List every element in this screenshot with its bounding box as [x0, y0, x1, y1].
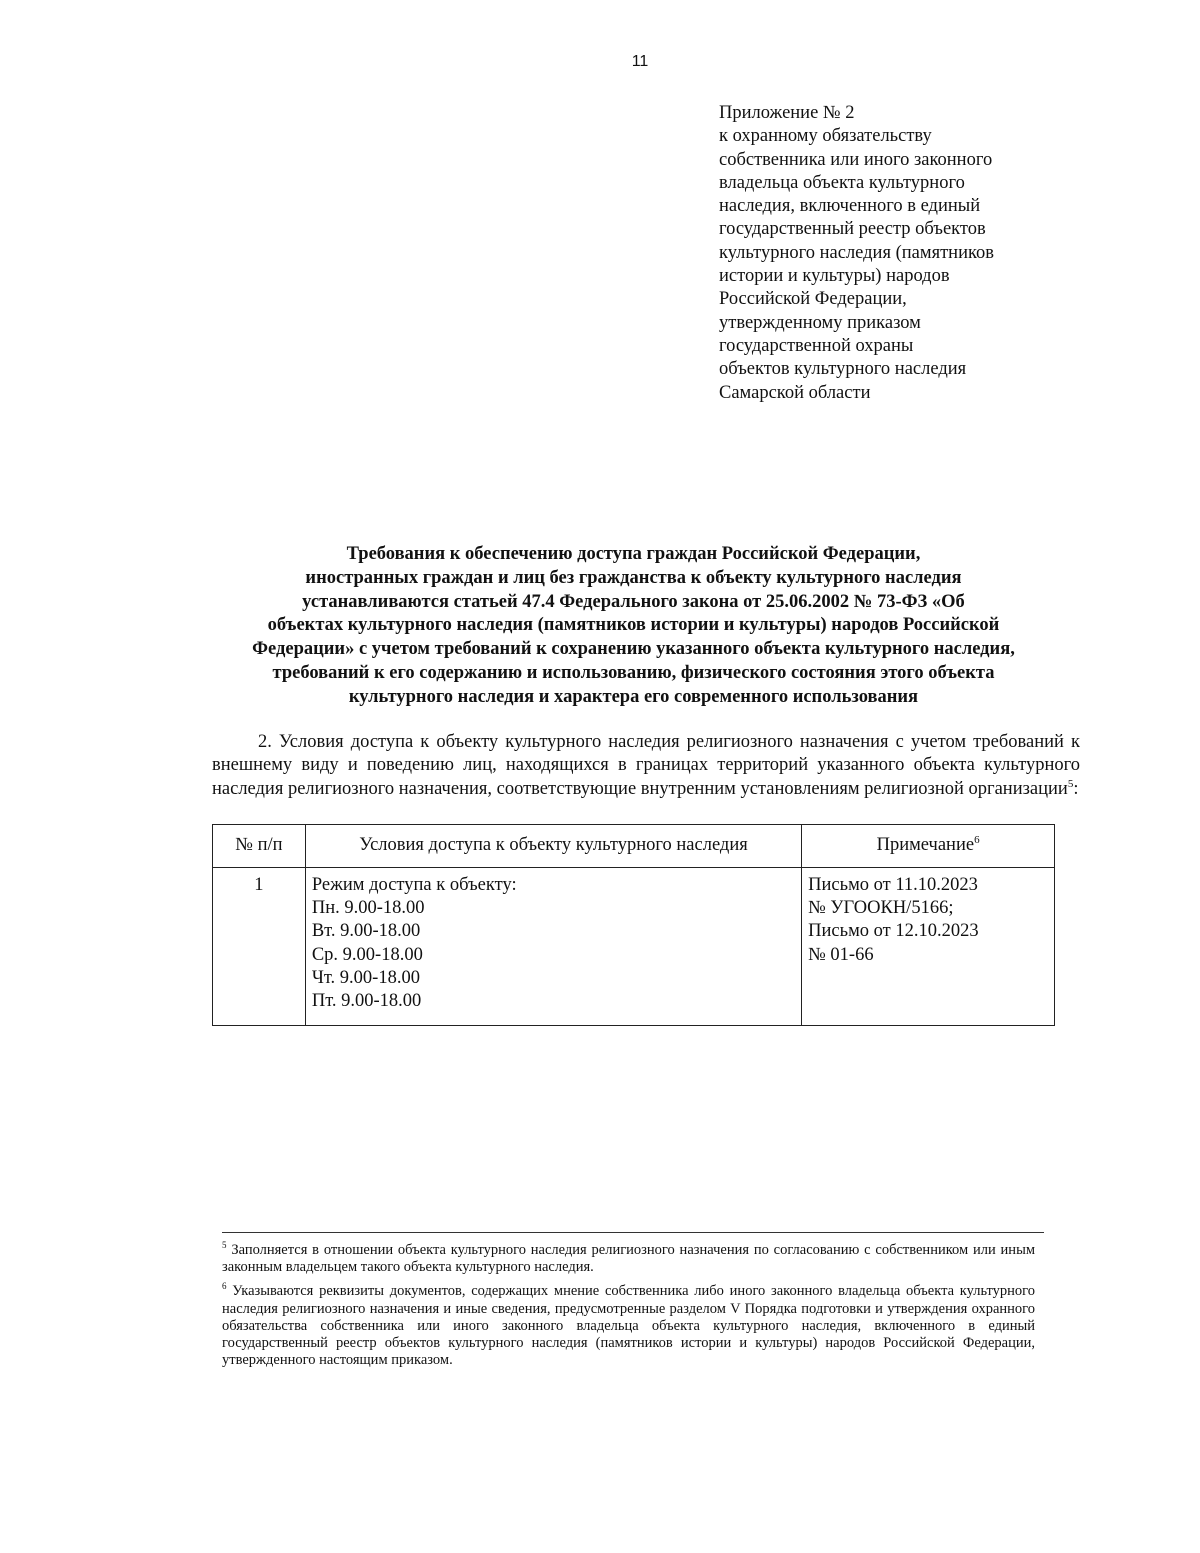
paragraph-end: :: [1073, 778, 1079, 799]
annex-line: культурного наследия (памятников: [719, 242, 994, 263]
title-line: иностранных граждан и лиц без гражданства к объекту культурного наследия: [305, 567, 962, 588]
footnote-6: [222, 1278, 1035, 1369]
condition-line: Пн. 9.00-18.00: [311, 898, 425, 919]
header-note-label: Примечание: [876, 835, 975, 856]
footnote-divider: [222, 1232, 1044, 1233]
header-conditions: Условия доступа к объекту культурного наследия: [305, 825, 801, 868]
footnote-ref-5: 5: [1067, 777, 1074, 790]
page-number: 11: [631, 53, 649, 70]
annex-line: собственника или иного законного: [719, 149, 993, 170]
title-line: устанавливаются статьей 47.4 Федерального закона от 25.06.2002 № 73-ФЗ «Об: [302, 591, 965, 612]
title-line: Требования к обеспечению доступа граждан Российской Федерации,: [346, 544, 921, 564]
footnote-ref-6: 6: [974, 834, 980, 847]
annex-line: истории и культуры) народов: [719, 266, 950, 287]
header-num: № п/п: [213, 825, 306, 868]
cell-conditions: [305, 868, 801, 1026]
cell-num: 1: [213, 868, 306, 1026]
footnote-mark: 5: [222, 1240, 227, 1250]
note-line: Письмо от 12.10.2023: [808, 921, 979, 942]
title-line: требований к его содержанию и использованию, физического состояния этого объекта: [272, 662, 995, 683]
paragraph-text: 2. Условия доступа к объекту культурного наследия религиозного назначения с учетом требований к внешнему виду и поведению лиц, находящихся в границах территорий указанного объекта культурного наследия религиозного назначения, соответствующие внутренним установлениям религиозной организации: [212, 732, 1080, 799]
condition-line: Пт. 9.00-18.00: [311, 991, 422, 1012]
annex-line: Российской Федерации,: [719, 289, 907, 310]
condition-line: Режим доступа к объекту:: [311, 875, 517, 895]
annex-header: [719, 102, 1049, 405]
cell-note: [802, 868, 1055, 1026]
document-title: [212, 543, 1055, 710]
note-line: № 01-66: [808, 944, 874, 965]
annex-line: объектов культурного наследия: [719, 359, 967, 380]
annex-line: государственный реестр объектов: [719, 219, 986, 240]
condition-line: Чт. 9.00-18.00: [311, 967, 420, 988]
footnote-mark: 6: [222, 1281, 227, 1292]
annex-line: владельца объекта культурного: [719, 172, 965, 193]
annex-line: государственной охраны: [719, 335, 914, 356]
title-line: объектах культурного наследия (памятников истории и культуры) народов Российской: [267, 615, 1000, 636]
table-header-row: [213, 825, 1055, 868]
title-line: культурного наследия и характера его современного использования: [348, 686, 919, 707]
footnote-text: Заполняется в отношении объекта культурного наследия религиозного назначения по согласованию с собственником или иным законным владельцем такого объекта культурного наследия.: [222, 1241, 1035, 1276]
paragraph-2: [212, 731, 1080, 801]
annex-line: к охранному обязательству: [719, 126, 932, 147]
condition-line: Вт. 9.00-18.00: [311, 921, 421, 942]
header-note: [802, 825, 1055, 868]
footnote-text: Указываются реквизиты документов, содержащих мнение собственника либо иного законного владельца объекта культурного наследия религиозного назначения и иные сведения, предусмотренные разделом V Порядка подготовки и утверждения охранного обязательства собственника или иного законного владельца объекта культурного наследия, включенного в единый государственный реестр объектов культурного наследия (памятников истории и культуры) народов Российской Федерации, утвержденного настоящим приказом.: [222, 1283, 1035, 1369]
title-line: Федерации» с учетом требований к сохранению указанного объекта культурного наследия,: [252, 639, 1015, 660]
footnote-5: [222, 1237, 1035, 1276]
note-line: Письмо от 11.10.2023: [808, 875, 978, 895]
condition-line: Ср. 9.00-18.00: [311, 944, 423, 965]
annex-line: Самарской области: [719, 382, 871, 403]
footnotes: [222, 1237, 1035, 1372]
table-row: [213, 868, 1055, 1026]
annex-line: утвержденному приказом: [719, 312, 921, 333]
note-line: № УГООКН/5166;: [808, 898, 954, 919]
annex-line: Приложение № 2: [719, 103, 855, 123]
annex-line: наследия, включенного в единый: [719, 196, 981, 217]
access-conditions-table: [212, 824, 1055, 1026]
